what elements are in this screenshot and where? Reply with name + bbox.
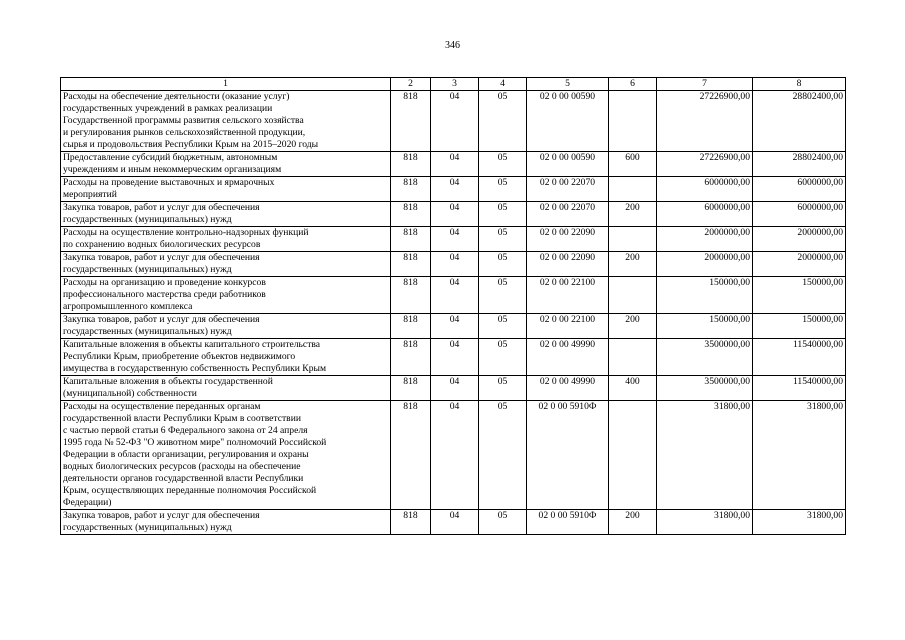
target-article-cell: 02 0 00 00590 — [527, 91, 609, 152]
grbs-code-cell: 818 — [391, 91, 431, 152]
section-code-cell: 04 — [431, 339, 479, 376]
expense-name-cell: Расходы на обеспечение деятельности (оказание услуг) государственных учреждений в рамках реализации Государственной программы развития сельского хозяйства и регулирования рынков сельскохозяйственной продукции, сырья и продовольствия Республики Крым на 2015–2020 годы — [61, 91, 391, 152]
section-code-cell: 04 — [431, 152, 479, 177]
section-code-cell: 04 — [431, 252, 479, 277]
section-code-cell: 04 — [431, 314, 479, 339]
expense-type-cell: 200 — [609, 510, 657, 535]
table-row — [61, 152, 846, 177]
expense-name-cell: Расходы на организацию и проведение конкурсов профессионального мастерства среди работников агропромышленного комплекса — [61, 277, 391, 314]
amount-year2-cell: 6000000,00 — [753, 202, 846, 227]
expense-type-cell: 200 — [609, 252, 657, 277]
subsection-code-cell: 05 — [479, 401, 527, 510]
amount-year2-cell: 150000,00 — [753, 277, 846, 314]
section-code-cell: 04 — [431, 401, 479, 510]
amount-year1-cell: 150000,00 — [657, 277, 753, 314]
amount-year2-cell: 31800,00 — [753, 401, 846, 510]
amount-year1-cell: 27226900,00 — [657, 91, 753, 152]
table-row — [61, 339, 846, 376]
subsection-code-cell: 05 — [479, 376, 527, 401]
expense-name-cell: Закупка товаров, работ и услуг для обеспечения государственных (муниципальных) нужд — [61, 314, 391, 339]
expense-type-cell — [609, 227, 657, 252]
target-article-cell: 02 0 00 5910Ф — [527, 401, 609, 510]
amount-year1-cell: 31800,00 — [657, 401, 753, 510]
grbs-code-cell: 818 — [391, 152, 431, 177]
amount-year2-cell: 2000000,00 — [753, 252, 846, 277]
header-cell: 4 — [479, 78, 527, 91]
table-body — [61, 91, 846, 535]
target-article-cell: 02 0 00 22090 — [527, 227, 609, 252]
amount-year2-cell: 11540000,00 — [753, 376, 846, 401]
table-row — [61, 277, 846, 314]
subsection-code-cell: 05 — [479, 277, 527, 314]
section-code-cell: 04 — [431, 227, 479, 252]
amount-year1-cell: 150000,00 — [657, 314, 753, 339]
section-code-cell: 04 — [431, 177, 479, 202]
amount-year2-cell: 28802400,00 — [753, 152, 846, 177]
section-code-cell: 04 — [431, 202, 479, 227]
expense-type-cell: 200 — [609, 314, 657, 339]
expense-type-cell — [609, 277, 657, 314]
grbs-code-cell: 818 — [391, 314, 431, 339]
amount-year1-cell: 31800,00 — [657, 510, 753, 535]
header-cell: 6 — [609, 78, 657, 91]
subsection-code-cell: 05 — [479, 252, 527, 277]
expense-name-cell: Капитальные вложения в объекты капитального строительства Республики Крым, приобретение объектов недвижимого имущества в государственную собственность Республики Крым — [61, 339, 391, 376]
amount-year1-cell: 3500000,00 — [657, 339, 753, 376]
table-row — [61, 314, 846, 339]
subsection-code-cell: 05 — [479, 152, 527, 177]
subsection-code-cell: 05 — [479, 339, 527, 376]
target-article-cell: 02 0 00 49990 — [527, 376, 609, 401]
section-code-cell: 04 — [431, 376, 479, 401]
subsection-code-cell: 05 — [479, 227, 527, 252]
budget-table — [60, 77, 846, 535]
expense-type-cell — [609, 339, 657, 376]
amount-year1-cell: 6000000,00 — [657, 202, 753, 227]
expense-type-cell: 400 — [609, 376, 657, 401]
expense-type-cell — [609, 401, 657, 510]
grbs-code-cell: 818 — [391, 202, 431, 227]
grbs-code-cell: 818 — [391, 227, 431, 252]
header-cell: 5 — [527, 78, 609, 91]
table-row — [61, 376, 846, 401]
expense-type-cell — [609, 177, 657, 202]
expense-name-cell: Закупка товаров, работ и услуг для обеспечения государственных (муниципальных) нужд — [61, 252, 391, 277]
expense-type-cell — [609, 91, 657, 152]
target-article-cell: 02 0 00 22100 — [527, 314, 609, 339]
amount-year1-cell: 6000000,00 — [657, 177, 753, 202]
amount-year2-cell: 31800,00 — [753, 510, 846, 535]
target-article-cell: 02 0 00 22070 — [527, 177, 609, 202]
expense-type-cell: 200 — [609, 202, 657, 227]
expense-name-cell: Закупка товаров, работ и услуг для обеспечения государственных (муниципальных) нужд — [61, 202, 391, 227]
expense-name-cell: Капитальные вложения в объекты государственной (муниципальной) собственности — [61, 376, 391, 401]
section-code-cell: 04 — [431, 277, 479, 314]
amount-year2-cell: 2000000,00 — [753, 227, 846, 252]
target-article-cell: 02 0 00 49990 — [527, 339, 609, 376]
subsection-code-cell: 05 — [479, 202, 527, 227]
target-article-cell: 02 0 00 5910Ф — [527, 510, 609, 535]
amount-year1-cell: 2000000,00 — [657, 227, 753, 252]
amount-year2-cell: 28802400,00 — [753, 91, 846, 152]
header-cell: 3 — [431, 78, 479, 91]
expense-name-cell: Расходы на осуществление контрольно-надзорных функций по сохранению водных биологических ресурсов — [61, 227, 391, 252]
amount-year2-cell: 6000000,00 — [753, 177, 846, 202]
table-row — [61, 510, 846, 535]
expense-name-cell: Расходы на проведение выставочных и ярмарочных мероприятий — [61, 177, 391, 202]
grbs-code-cell: 818 — [391, 401, 431, 510]
amount-year1-cell: 2000000,00 — [657, 252, 753, 277]
grbs-code-cell: 818 — [391, 339, 431, 376]
grbs-code-cell: 818 — [391, 177, 431, 202]
table-row — [61, 227, 846, 252]
expense-name-cell: Расходы на осуществление переданных органам государственной власти Республики Крым в соответствии с частью первой статьи 6 Федерального закона от 24 апреля 1995 года № 52-ФЗ "О животном мире" полномочий Российской Федерации в области организации, регулирования и охраны водных биологических ресурсов (расходы на обеспечение деятельности органов государственной власти Республики Крым, осуществляющих переданные полномочия Российской Федерации) — [61, 401, 391, 510]
header-cell: 7 — [657, 78, 753, 91]
expense-name-cell: Закупка товаров, работ и услуг для обеспечения государственных (муниципальных) нужд — [61, 510, 391, 535]
amount-year1-cell: 27226900,00 — [657, 152, 753, 177]
table-row — [61, 252, 846, 277]
header-cell: 2 — [391, 78, 431, 91]
header-cell: 8 — [753, 78, 846, 91]
target-article-cell: 02 0 00 22070 — [527, 202, 609, 227]
table-header-row — [61, 78, 846, 91]
grbs-code-cell: 818 — [391, 252, 431, 277]
target-article-cell: 02 0 00 22100 — [527, 277, 609, 314]
section-code-cell: 04 — [431, 91, 479, 152]
subsection-code-cell: 05 — [479, 177, 527, 202]
target-article-cell: 02 0 00 00590 — [527, 152, 609, 177]
subsection-code-cell: 05 — [479, 91, 527, 152]
table-row — [61, 202, 846, 227]
expense-type-cell: 600 — [609, 152, 657, 177]
table-row — [61, 91, 846, 152]
section-code-cell: 04 — [431, 510, 479, 535]
amount-year2-cell: 11540000,00 — [753, 339, 846, 376]
subsection-code-cell: 05 — [479, 510, 527, 535]
subsection-code-cell: 05 — [479, 314, 527, 339]
page-number: 346 — [445, 40, 460, 51]
grbs-code-cell: 818 — [391, 376, 431, 401]
amount-year2-cell: 150000,00 — [753, 314, 846, 339]
amount-year1-cell: 3500000,00 — [657, 376, 753, 401]
grbs-code-cell: 818 — [391, 510, 431, 535]
table-row — [61, 177, 846, 202]
table-row — [61, 401, 846, 510]
expense-name-cell: Предоставление субсидий бюджетным, автономным учреждениям и иным некоммерческим организациям — [61, 152, 391, 177]
header-cell: 1 — [61, 78, 391, 91]
target-article-cell: 02 0 00 22090 — [527, 252, 609, 277]
grbs-code-cell: 818 — [391, 277, 431, 314]
